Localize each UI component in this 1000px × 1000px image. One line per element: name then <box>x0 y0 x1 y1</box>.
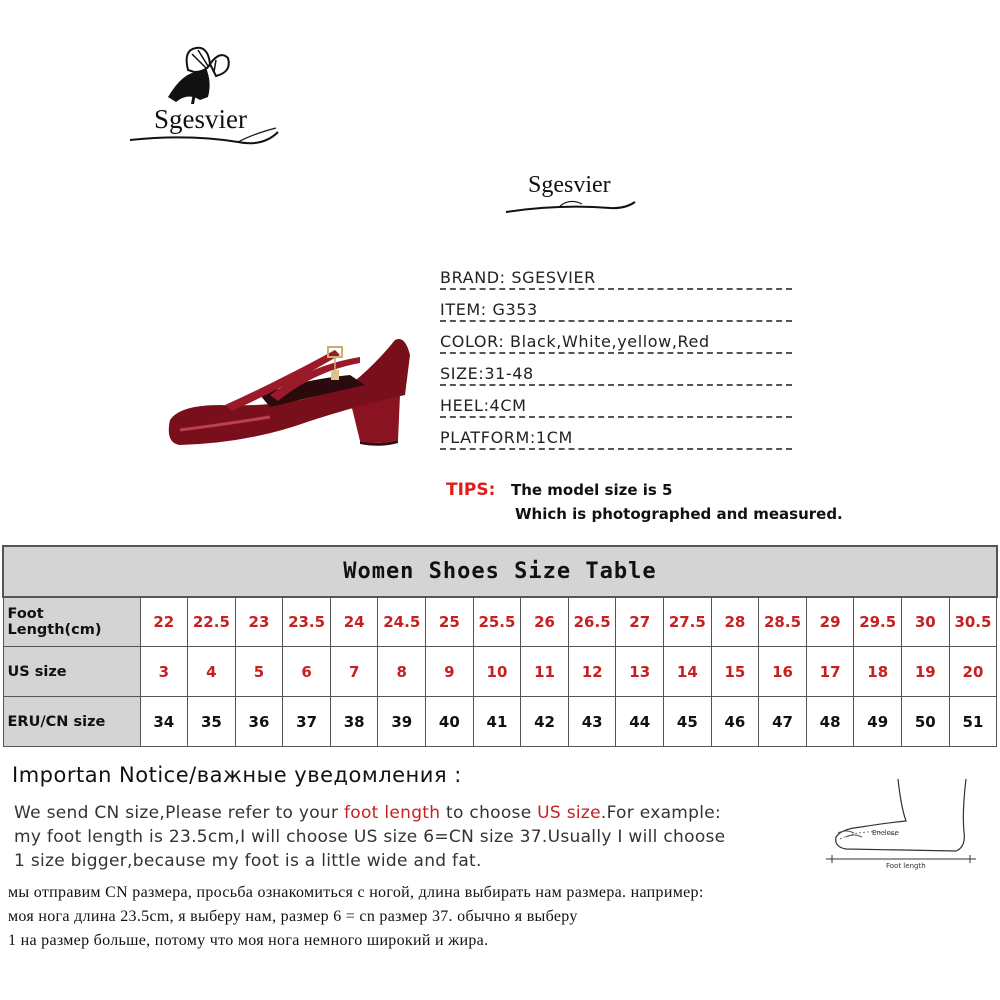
table-cell: 6 <box>283 647 331 697</box>
table-cell: 51 <box>949 697 997 747</box>
spec-size: SIZE:31-48 <box>440 364 792 388</box>
table-cell: 44 <box>616 697 664 747</box>
table-cell: 27 <box>616 597 664 647</box>
foot-measure-diagram <box>826 777 986 872</box>
table-cell: 25.5 <box>473 597 521 647</box>
notice-en-line1 <box>14 803 721 823</box>
table-cell: 24.5 <box>378 597 426 647</box>
table-cell: 34 <box>140 697 188 747</box>
table-cell: 30.5 <box>949 597 997 647</box>
table-cell: 26.5 <box>568 597 616 647</box>
notice-title: Importan Notice/важные уведомления : <box>12 763 462 787</box>
notice-text: We send CN size,Please refer to your <box>14 803 344 823</box>
table-cell: 19 <box>902 647 950 697</box>
highlight-foot-length: foot length <box>344 803 441 823</box>
enclose-label: Enclose <box>872 829 899 837</box>
shoe-icon <box>160 325 420 455</box>
table-cell: 17 <box>806 647 854 697</box>
table-cell: 47 <box>759 697 807 747</box>
table-cell: 38 <box>330 697 378 747</box>
table-cell: 15 <box>711 647 759 697</box>
table-cell: 4 <box>188 647 236 697</box>
table-cell: 14 <box>664 647 712 697</box>
table-cell: 23.5 <box>283 597 331 647</box>
spec-brand: BRAND: SGESVIER <box>440 268 792 292</box>
table-cell: 16 <box>759 647 807 697</box>
notice-ru-line3: 1 на размер больше, потому что моя нога немного широкий и жира. <box>8 932 489 949</box>
table-cell: 12 <box>568 647 616 697</box>
table-cell: 36 <box>235 697 283 747</box>
table-cell: 22.5 <box>188 597 236 647</box>
tips-line2: Which is photographed and measured. <box>515 505 843 523</box>
table-cell: 37 <box>283 697 331 747</box>
spec-item: ITEM: G353 <box>440 300 792 324</box>
notice-ru-line2: моя нога длина 23.5cm, я выберу нам, размер 6 = cn размер 37. обычно я выберу <box>8 908 578 925</box>
table-cell: 43 <box>568 697 616 747</box>
table-cell: 30 <box>902 597 950 647</box>
size-table <box>2 545 998 747</box>
table-row <box>3 697 997 747</box>
table-cell: 45 <box>664 697 712 747</box>
notice-text: .For example: <box>600 803 722 823</box>
table-cell: 11 <box>521 647 569 697</box>
foot-length-label: Foot length <box>886 862 926 870</box>
table-cell: 23 <box>235 597 283 647</box>
logo-wordmark: Sgesvier <box>528 172 611 198</box>
table-cell: 48 <box>806 697 854 747</box>
table-cell: 25 <box>426 597 474 647</box>
table-cell: 9 <box>426 647 474 697</box>
table-cell: 40 <box>426 697 474 747</box>
table-cell: 50 <box>902 697 950 747</box>
size-table-title: Women Shoes Size Table <box>3 546 997 597</box>
brand-logo-center <box>500 168 650 228</box>
table-cell: 26 <box>521 597 569 647</box>
table-row <box>3 647 997 697</box>
notice-en-line2: my foot length is 23.5cm,I will choose US size 6=CN size 37.Usually I will choose <box>14 827 726 847</box>
logo-wordmark: Sgesvier <box>154 104 247 134</box>
table-cell: 20 <box>949 647 997 697</box>
table-cell: 22 <box>140 597 188 647</box>
row-label: US size <box>3 647 140 697</box>
table-cell: 24 <box>330 597 378 647</box>
table-cell: 39 <box>378 697 426 747</box>
table-cell: 27.5 <box>664 597 712 647</box>
product-shoe-image <box>160 325 420 455</box>
row-label: Foot Length(cm) <box>3 597 140 647</box>
foot-icon <box>826 777 986 872</box>
highlight-us-size: US size <box>537 803 601 823</box>
table-cell: 29.5 <box>854 597 902 647</box>
brand-logo-top <box>128 42 288 152</box>
tips-line1: The model size is 5 <box>511 481 673 499</box>
table-cell: 13 <box>616 647 664 697</box>
table-cell: 29 <box>806 597 854 647</box>
table-cell: 42 <box>521 697 569 747</box>
table-cell: 5 <box>235 647 283 697</box>
table-cell: 41 <box>473 697 521 747</box>
tips-label: TIPS: <box>446 480 496 500</box>
spec-platform: PLATFORM:1CM <box>440 428 792 452</box>
table-cell: 35 <box>188 697 236 747</box>
notice-text: to choose <box>440 803 538 823</box>
table-cell: 18 <box>854 647 902 697</box>
table-cell: 10 <box>473 647 521 697</box>
high-heel-butterfly-logo-icon <box>128 42 288 152</box>
spec-color: COLOR: Black,White,yellow,Red <box>440 332 792 356</box>
swoosh-underline-icon <box>500 192 650 216</box>
table-cell: 8 <box>378 647 426 697</box>
table-cell: 7 <box>330 647 378 697</box>
row-label: ERU/CN size <box>3 697 140 747</box>
spec-heel: HEEL:4CM <box>440 396 792 420</box>
table-row <box>3 597 997 647</box>
table-cell: 28.5 <box>759 597 807 647</box>
notice-ru-line1: мы отправим CN размера, просьба ознакомиться с ногой, длина выбирать нам размера. например: <box>8 884 704 901</box>
notice-en-line3: 1 size bigger,because my foot is a little wide and fat. <box>14 851 482 871</box>
table-cell: 3 <box>140 647 188 697</box>
table-cell: 28 <box>711 597 759 647</box>
table-cell: 49 <box>854 697 902 747</box>
table-cell: 46 <box>711 697 759 747</box>
